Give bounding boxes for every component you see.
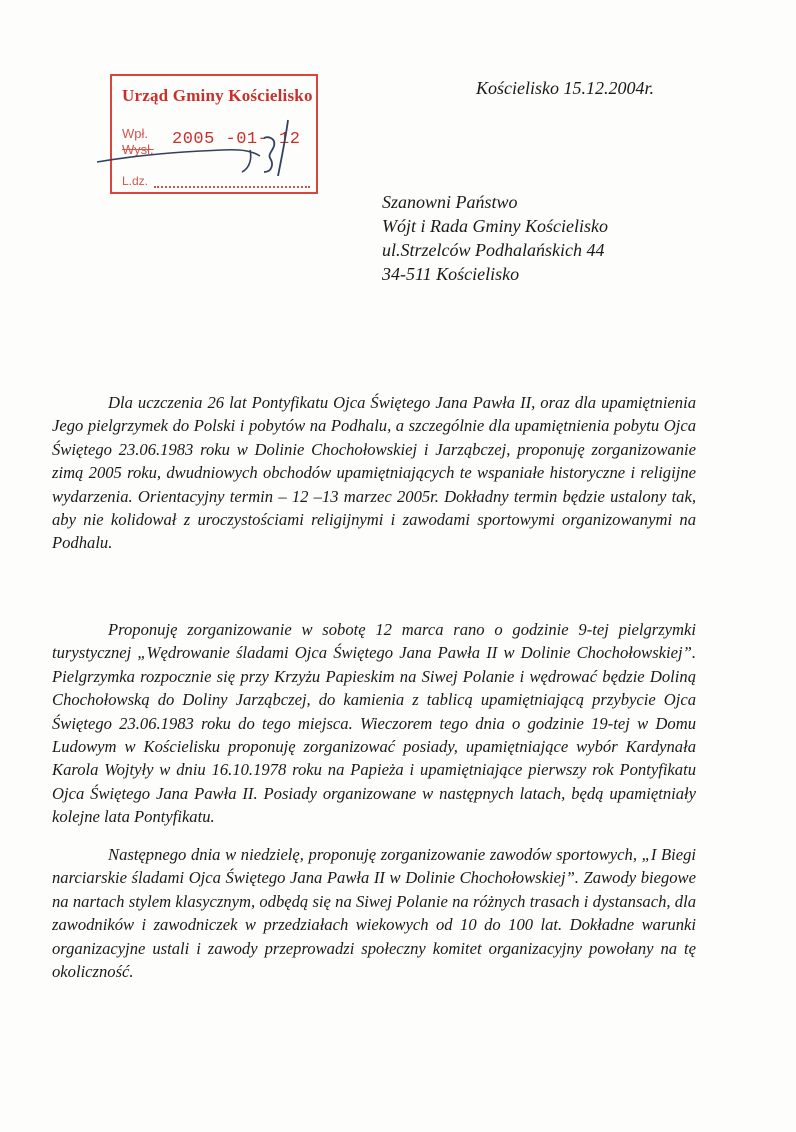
stamp-title: Urząd Gminy Kościelisko: [122, 86, 313, 105]
recipient-salutation: Szanowni Państwo: [382, 192, 518, 212]
body-paragraph-2: Proponuję zorganizowanie w sobotę 12 marca rano o godzinie 9-tej pielgrzymki turystycznej „Wędrowanie śladami Ojca Świętego Jana Pawła II w Dolinie Chochołowskiej”. Pielgrzymka rozpocznie się przy Krzyżu Papieskim na Siwej Polanie i wędrować będzie Doliną Chochołowską do Doliny Jarząbczej, do kamienia z tablicą upamiętniającą przybycie Ojca Świętego 23.06.1983 roku do tego miejsca. Wieczorem tego dnia o godzinie 19-tej w Domu Ludowym w Kościelisku proponuję zorganizować posiady, upamiętniające wybór Kardynała Karola Wojtyły w dniu 16.10.1978 roku na Papieża i upamiętniające pierwszy rok Pontyfikatu Ojca Świętego Jana Pawła II. Posiady organizowane w następnych latach, będą upamiętniały kolejne lata Pontyfikatu.: [52, 620, 696, 827]
recipient-name: Wójt i Rada Gminy Kościelisko: [382, 216, 608, 236]
body-paragraph-3: Następnego dnia w niedzielę, proponuję zorganizowanie zawodów sportowych, „I Biegi narciarskie śladami Ojca Świętego Jana Pawła II w Dolinie Chochołowskiej”. Zawody biegowe na nartach stylem klasycznym, odbędą się na Siwej Polanie na różnych trasach i dystansach, dla zawodników i zawodniczek w przedziałach wiekowych od 10 do 100 lat. Dokładne warunki organizacyjne ustali i zawody przeprowadzi społeczny komitet organizacyjny powołany na tę okoliczność.: [52, 845, 696, 982]
received-stamp: [110, 74, 318, 194]
stamp-wpl-label: Wpł.: [122, 126, 148, 141]
stamp-ldz-label: L.dz.: [122, 174, 149, 188]
recipient-city: 34-511 Kościelisko: [382, 264, 520, 284]
stamp-dotted-line: [154, 186, 310, 188]
stamp-wysl-label: Wysł.: [122, 142, 154, 157]
place-and-date: Kościelisko 15.12.2004r.: [476, 78, 654, 98]
body-paragraph-1: Dla uczczenia 26 lat Pontyfikatu Ojca Świętego Jana Pawła II, oraz dla upamiętnienia Jego pielgrzymek do Polski i pobytów na Podhalu, a szczególnie dla upamiętnienia pobytu Ojca Świętego 23.06.1983 roku w Dolinie Chochołowskiej i Jarząbczej, proponuję zorganizowanie zimą 2005 roku, dwudniowych obchodów upamiętniających te wspaniałe historyczne i religijne wydarzenia. Orientacyjny termin – 12 –13 marzec 2005r. Dokładny termin będzie ustalony tak, aby nie kolidował z uroczystościami religijnymi i zawodami sportowymi organizowanymi na Podhalu.: [52, 393, 696, 553]
recipient-address: [382, 190, 608, 286]
stamp-received-date: 2005 -01- 12: [172, 130, 301, 149]
recipient-street: ul.Strzelców Podhalańskich 44: [382, 240, 605, 260]
handwritten-mark: [92, 116, 332, 176]
